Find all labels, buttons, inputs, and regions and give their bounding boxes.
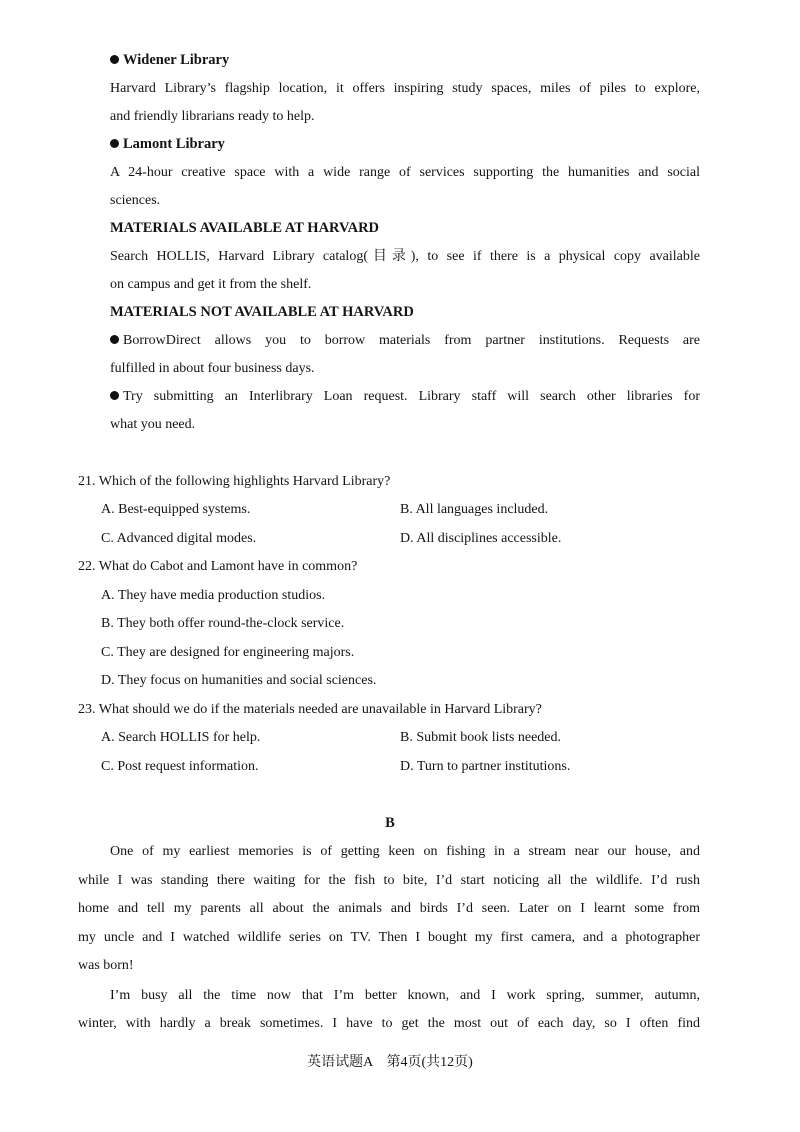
widener-text-line-1: Harvard Library’s flagship location, it offers inspiring study spaces, miles of piles to explore, — [110, 81, 700, 96]
q23-option-b: B. Submit book lists needed. — [400, 730, 561, 745]
borrowdirect-line-2: fulfilled in about four business days. — [110, 361, 315, 376]
available-heading: MATERIALS AVAILABLE AT HARVARD — [110, 220, 380, 236]
bullet-dot-icon — [110, 55, 119, 64]
question-21-stem: 21. Which of the following highlights Harvard Library? — [78, 474, 391, 489]
available-text-line-2: on campus and get it from the shelf. — [110, 277, 312, 292]
q21-option-b: B. All languages included. — [400, 502, 549, 517]
passage-b-line-1: One of my earliest memories is of getting keen on fishing in a stream near our house, and — [110, 844, 700, 859]
q23-option-a: A. Search HOLLIS for help. — [101, 730, 261, 745]
bullet-dot-icon — [110, 391, 119, 400]
page-footer: 英语试题A 第4页(共12页) — [307, 1055, 473, 1070]
widener-heading: Widener Library — [110, 51, 229, 69]
q23-option-c: C. Post request information. — [101, 759, 259, 774]
q21-option-c: C. Advanced digital modes. — [101, 531, 257, 546]
passage-b-line-3: home and tell my parents all about the animals and birds I’d seen. Later on I learnt some from — [78, 901, 700, 916]
q22-option-a: A. They have media production studios. — [101, 588, 326, 603]
available-text-line-1: Search HOLLIS, Harvard Library catalog(目录), to see if there is a physical copy available — [110, 249, 700, 264]
passage-b-line-4: my uncle and I watched wildlife series on TV. Then I bought my first camera, and a photographer — [78, 930, 700, 945]
question-22-stem: 22. What do Cabot and Lamont have in common? — [78, 559, 358, 574]
section-b-label: B — [385, 815, 395, 831]
interlibrary-line-2: what you need. — [110, 417, 196, 432]
bullet-dot-icon — [110, 335, 119, 344]
passage-b-line-6: I’m busy all the time now that I’m better known, and I work spring, summer, autumn, — [110, 988, 700, 1003]
bullet-dot-icon — [110, 139, 119, 148]
widener-text-line-2: and friendly librarians ready to help. — [110, 109, 315, 124]
passage-b-line-7: winter, with hardly a break sometimes. I have to get the most out of each day, so I often find — [78, 1016, 700, 1031]
passage-b-line-5: was born! — [78, 958, 134, 973]
q22-option-b: B. They both offer round-the-clock service. — [101, 616, 345, 631]
not-available-heading: MATERIALS NOT AVAILABLE AT HARVARD — [110, 304, 414, 320]
q21-option-d: D. All disciplines accessible. — [400, 531, 562, 546]
lamont-text-line-1: A 24-hour creative space with a wide range of services supporting the humanities and social — [110, 165, 700, 180]
q22-option-d: D. They focus on humanities and social sciences. — [101, 673, 377, 688]
q22-option-c: C. They are designed for engineering majors. — [101, 645, 355, 660]
interlibrary-line-1: Try submitting an Interlibrary Loan request. Library staff will search other libraries for — [110, 388, 700, 406]
passage-b-line-2: while I was standing there waiting for the fish to bite, I’d start noticing all the wildlife. I’d rush — [78, 873, 700, 888]
lamont-text-line-2: sciences. — [110, 193, 161, 208]
q23-option-d: D. Turn to partner institutions. — [400, 759, 571, 774]
q21-option-a: A. Best-equipped systems. — [101, 502, 251, 517]
borrowdirect-line-1: BorrowDirect allows you to borrow materials from partner institutions. Requests are — [110, 332, 700, 350]
question-23-stem: 23. What should we do if the materials needed are unavailable in Harvard Library? — [78, 702, 542, 717]
lamont-heading: Lamont Library — [110, 135, 225, 153]
